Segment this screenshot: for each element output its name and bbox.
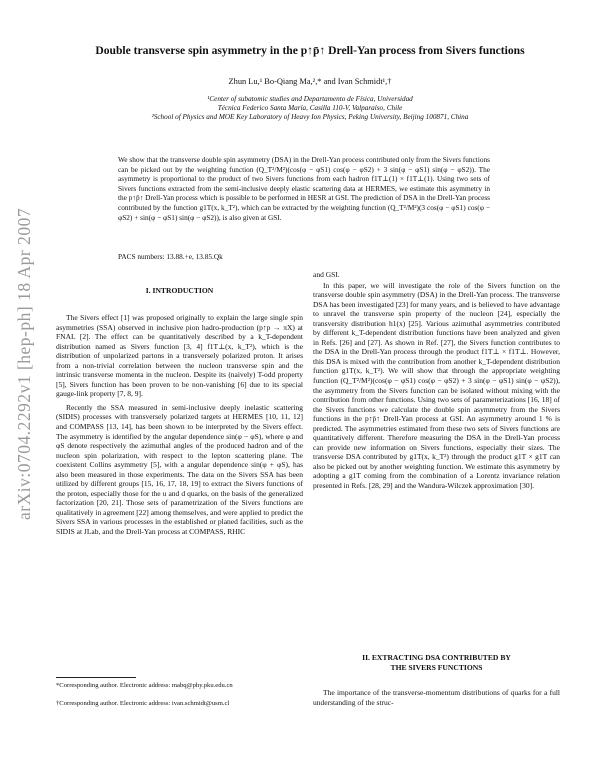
abstract: We show that the transverse double spin asymmetry (DSA) in the Drell-Yan process contributed only from the Sivers functions can be picked out by the weighting function (Q_T²/M²)(cos(φ − φS1) cos(φ − φS2) + 3 sin(φ − φS1) sin(φ − φS2)). The asymmetry is proportional to the product of two Sivers functions from each hadron f1T⊥(1) × f1T⊥(1). Using two sets of Sivers functions extracted from the semi-inclusive deeply elastic scattering data at HERMES, we estimate this asymmetry in the p↑p̄↑ Drell-Yan process which is possible to be performed in HESR at GSI. The prediction of DSA in the Drell-Yan process contributed by the function g1T(x, k_T²), which can be extracted by the weighting function (Q_T²/M²)(3 cos(φ − φS1) cos(φ − φS2) + sin(φ − φS1) sin(φ − φS2)), is also given at GSI. [118,155,490,222]
intro-paragraph-3: In this paper, we will investigate the role of the Sivers function on the transverse double spin asymmetry (DSA) in the Drell-Yan process. The transverse DSA has been investigated [23] for many years, and is believed to have advantage to unravel the transverse spin property of the nucleon [24], especially the transversity distribution h1(x) [25]. Various azimuthal asymmetries contributed by different k_T-dependent distribution functions have been analyzed and given in Refs. [26] and [27]. As shown in Ref. [27], the Sivers function contributes to the DSA in the Drell-Yan process through the product f1T⊥ × f1T⊥. However, this DSA is mixed with the contribution from another k_T-dependent distribution function g1T(x, k_T²). We will show that through the appropriate weighting function (Q_T²/M²)(cos(φ − φS1) cos(φ − φS2) + 3 sin(φ − φS1) sin(φ − φS2)), the asymmetry from the Sivers function can be isolated without mixing with the contribution from other functions. Using two sets of parameterizations [16, 18] of the Sivers functions we calculate the double spin asymmetry from the Sivers functions in the p↑p̄↑ Drell-Yan process at GSI. An asymmetry around 1 % is predicted. The asymmetries estimated from these two sets of Sivers functions are quantitatively different. Therefore measuring the DSA in the Drell-Yan process can provide new information on Sivers functions, especially their sizes. The transverse DSA contributed by g1T(x, k_T²) through the product g1T × g1T can also be picked out by another weighting function. We estimate this asymmetry by adopting a g1T coming from the combination of a Lorentz invariance relation presented in Refs. [28, 29] and the Wandura-Wilczek approximation [30]. [313,280,560,491]
affiliation-line-2: Técnica Federico Santa María, Casilla 110-V, Valparaíso, Chile [217,104,403,112]
affiliation-line-1: ¹Center of subatomic studies and Departamento de Física, Universidad [207,95,413,103]
section-heading-2 [313,653,560,672]
right-column [313,270,560,491]
affiliation-line-3: ²School of Physics and MOE Key Laboratory of Heavy Ion Physics, Peking University, Beijing 100871, China [151,113,469,121]
paper-title: Double transverse spin asymmetry in the p↑p̄↑ Drell-Yan process from Sivers functions [95,44,525,57]
footnote-divider [56,677,136,678]
intro-paragraph-2: Recently the SSA measured in semi-inclusive deeply inelastic scattering (SIDIS) processes with transversely polarized targets at HERMES [10, 11, 12] and COMPASS [13, 14], has been shown to be interpreted by the Sivers effect. The asymmetry is identified by the angular dependence sin(φ − φS), where φ and φS denote respectively the azimuthal angles of the produced hadron and of the nucleon spin polarization, with respect to the lepton scattering plane. The coexistent Collins asymmetry [5], with a angular dependence sin(φ + φS), has also been measured in those experiments. The data on the Sivers SSA has been utilized by different groups [15, 16, 17, 18, 19] to extract the Sivers functions of the proton, especially those for the u and d quarks, on the basis of the generalized factorization [20, 21]. Those sets of parametrization of the Sivers functions are qualitatively in agreement [22] among themselves, and were applied to predict the Sivers SSA in various processes in the established or planed facilities, such as the SIDIS at JLab, and the Drell-Yan process at COMPASS, RHIC [56,402,303,537]
author-list: Zhun Lu,¹ Bo-Qiang Ma,²,* and Ivan Schmidt¹,† [228,77,392,86]
footnote-2: †Corresponding author. Electronic address: ivan.schmidt@usm.cl [56,700,230,707]
intro-paragraph-1: The Sivers effect [1] was proposed originally to explain the large single spin asymmetries (SSA) observed in inclusive pion hadro-production (p↑p → πX) at FNAL [2]. The effect can be quantitatively described by a k_T-dependent distribution named as Sivers function [3, 4] f1T⊥(x, k_T²), which is the distribution of unpolarized partons in a transversely polarized proton. It arises from a non-trivial correlation between the nucleon transverse spin and the intrinsic transverse momenta in the nucleon. Despite its (naively) T-odd property [5], Sivers function has been proven to be non-vanishing [6] due to its special gauge-link property [7, 8, 9]. [56,313,303,399]
section-heading-2-line-2: THE SIVERS FUNCTIONS [390,662,483,672]
section-heading-introduction: I. INTRODUCTION [145,286,214,295]
pacs-numbers: PACS numbers: 13.88.+e, 13.85.Qk [118,252,223,261]
left-column [56,313,303,537]
right-column-continuation: and GSI. [313,270,340,279]
section-2-body [313,688,560,707]
section-heading-2-line-1: II. EXTRACTING DSA CONTRIBUTED BY [362,653,511,662]
section-2-paragraph-1: The importance of the transverse-momentum distributions of quarks for a full understanding of the struc- [313,688,560,707]
footnote-1: *Corresponding author. Electronic address: mabq@phy.pku.edu.cn [56,682,233,689]
arxiv-identifier: arXiv:0704.2292v1 [hep-ph] 18 Apr 2007 [14,207,34,520]
